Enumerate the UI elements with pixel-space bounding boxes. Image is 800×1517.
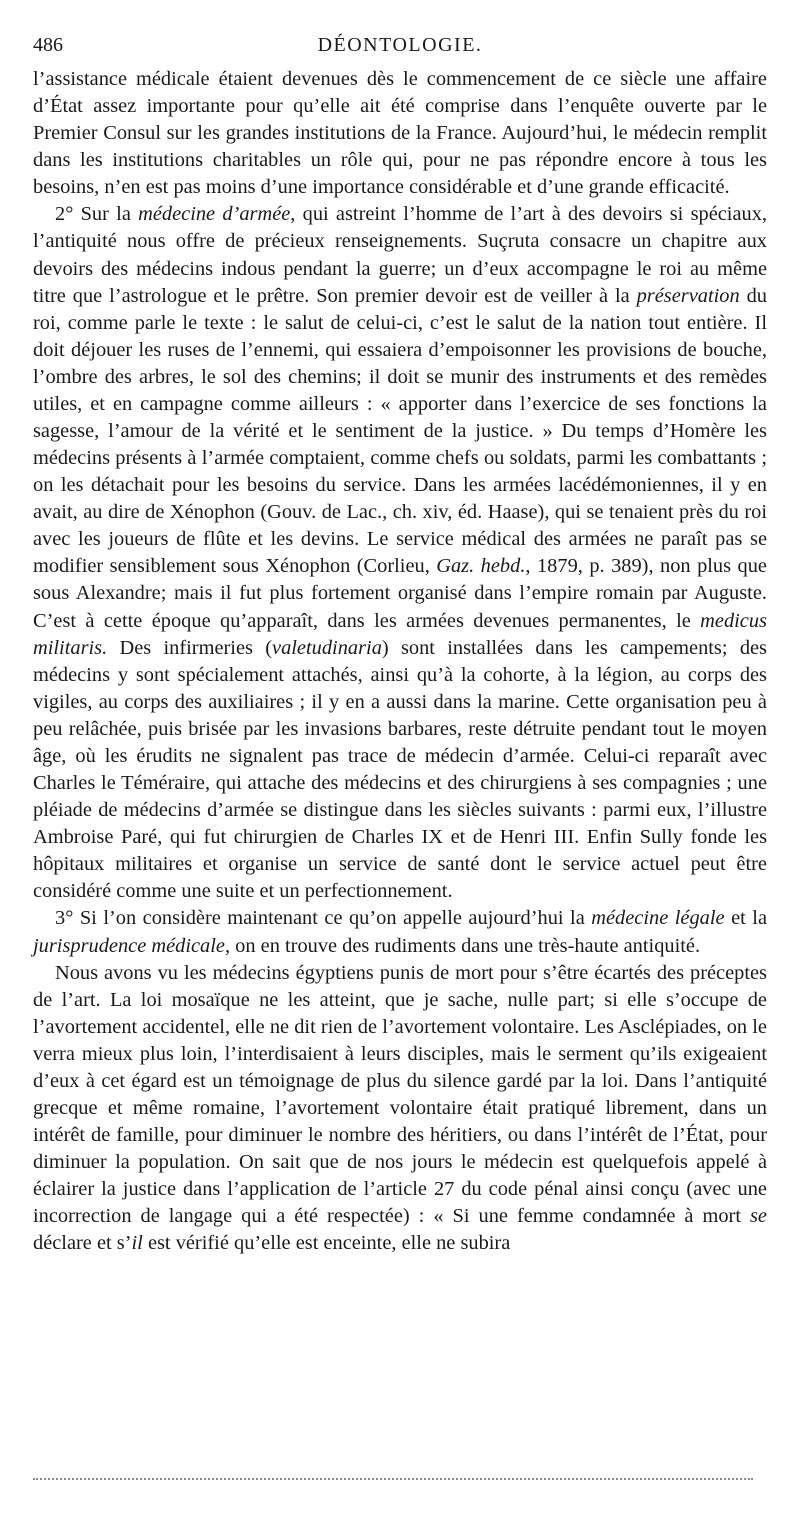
text-run: 3° Si l’on considère maintenant ce qu’on appelle aujourd’hui la — [55, 907, 592, 930]
italic-text: medicus militaris. — [33, 609, 767, 659]
italic-text: médecine légale — [591, 907, 725, 930]
page-number: 486 — [33, 34, 63, 56]
italic-text: jurisprudence médicale — [33, 934, 225, 957]
paragraph — [33, 201, 767, 905]
paragraph — [33, 66, 767, 201]
paragraph — [33, 960, 767, 1258]
text-run: et la — [724, 907, 767, 930]
text-run: Des infirmeries ( — [107, 636, 273, 659]
italic-text: se — [750, 1205, 767, 1228]
text-run: ) sont installées dans les campements; des médecins y sont spécialement attachés, ainsi qu’à la cohorte, à la légion, au corps des vigiles, au corps des auxiliaires ; il y en a aussi dans la marine. Cette organisation peu à peu relâchée, puis brisée par les invasions barbares, reste détruite pendant tout le moyen âge, où les érudits ne signalent pas trace de médecin d’armée. Celui-ci reparaît avec Charles le Téméraire, qui attache des médecins et des chirurgiens à ses compagnies ; une pléiade de médecins d’armée se distingue dans les siècles suivants : parmi eux, l’illustre Ambroise Paré, qui fut chirurgien de Charles IX et de Henri III. Enfin Sully fonde les hôpitaux militaires et organise un service de santé dont le service actuel peut être considéré comme une suite et un perfectionnement. — [33, 636, 767, 903]
text-run: l’assistance médicale étaient devenues dès le commencement de ce siècle une affaire d’État assez importante pour qu’elle ait été comprise dans l’enquête ouverte par le Premier Consul sur les grandes institutions de la France. Aujourd’hui, le médecin remplit dans les institutions charitables un rôle qui, pour ne pas répondre encore à tous les besoins, n’en est pas moins d’une importance considérable et d’une grande efficacité. — [33, 68, 767, 199]
italic-text: valetudinaria — [272, 636, 382, 659]
footnote-rule — [33, 1478, 753, 1480]
text-run: du roi, comme parle le texte : le salut de celui-ci, c’est le salut de la nation tout entière. Il doit déjouer les ruses de l’ennemi, qui essaiera d’empoisonner les provisions de bouche, l’ombre des arbres, le sol des chemins; il doit se munir des instruments et des remèdes utiles, et en campagne comme ailleurs : « apporter dans l’exercice de ses fonctions la sagesse, l’amour de la vérité et le sentiment de la justice. » Du temps d’Homère les médecins présents à l’armée comptaient, comme chefs ou soldats, parmi les combattants ; on les détachait pour les besoins du service. Dans les armées lacédémoniennes, il y en avait, au dire de Xénophon (Gouv. de Lac., ch. xiv, éd. Haase), qui se tenaient près du roi avec les joueurs de flûte et les devins. Le service médical des armées ne paraît pas se modifier sensiblement sous Xénophon (Corlieu, — [33, 284, 767, 578]
text-run: , 1879, p. 389), non plus que sous Alexandre; mais il fut plus fortement organisé dans l’empire romain par Auguste. C’est à cette époque qu’apparaît, dans les armées devenues permanentes, le — [33, 555, 767, 632]
text-run: est vérifié qu’elle est enceinte, elle ne subira — [142, 1232, 511, 1255]
running-title: DÉONTOLOGIE. — [317, 34, 483, 56]
text-run: Nous avons vu les médecins égyptiens punis de mort pour s’être écartés des préceptes de l’art. La loi mosaïque ne les atteint, que je sache, nulle part; si elle s’occupe de l’avortement accidentel, elle ne dit rien de l’avortement volontaire. Les Asclépiades, on le verra mieux plus loin, l’interdisaient à leurs disciples, mais le serment qu’ils exigeaient d’eux à cet égard est un témoignage de plus du silence gardé par la loi. Dans l’antiquité grecque et même romaine, l’avortement volontaire était pratiqué librement, dans un intérêt de famille, pour diminuer le nombre des héritiers, ou dans l’intérêt de l’État, pour diminuer la population. On sait que de nos jours le médecin est quelquefois appelé à éclairer la justice dans l’application de l’article 27 du code pénal ainsi conçu (avec une incorrection de langage qui a été respectée) : « Si une femme condamnée à mort — [33, 961, 767, 1228]
paragraph — [33, 905, 767, 959]
italic-text: Gaz. hebd. — [436, 555, 526, 578]
text-run: , on en trouve des rudiments dans une très-haute antiquité. — [224, 934, 701, 957]
italic-text: médecine d’armée — [138, 203, 291, 226]
italic-text: il — [131, 1232, 143, 1255]
page-header — [30, 34, 770, 58]
italic-text: préservation — [636, 284, 740, 307]
body-text — [33, 66, 767, 1257]
text-run: , qui astreint l’homme de l’art à des devoirs si spéciaux, l’antiquité nous offre de précieux renseignements. Suçruta consacre un chapitre aux devoirs des médecins indous pendant la guerre; un d’eux accompagne le roi au même titre que l’astrologue et le prêtre. Son premier devoir est de veiller à la — [33, 203, 768, 307]
text-run: déclare et s’ — [33, 1232, 132, 1255]
text-run: 2° Sur la — [55, 203, 139, 226]
